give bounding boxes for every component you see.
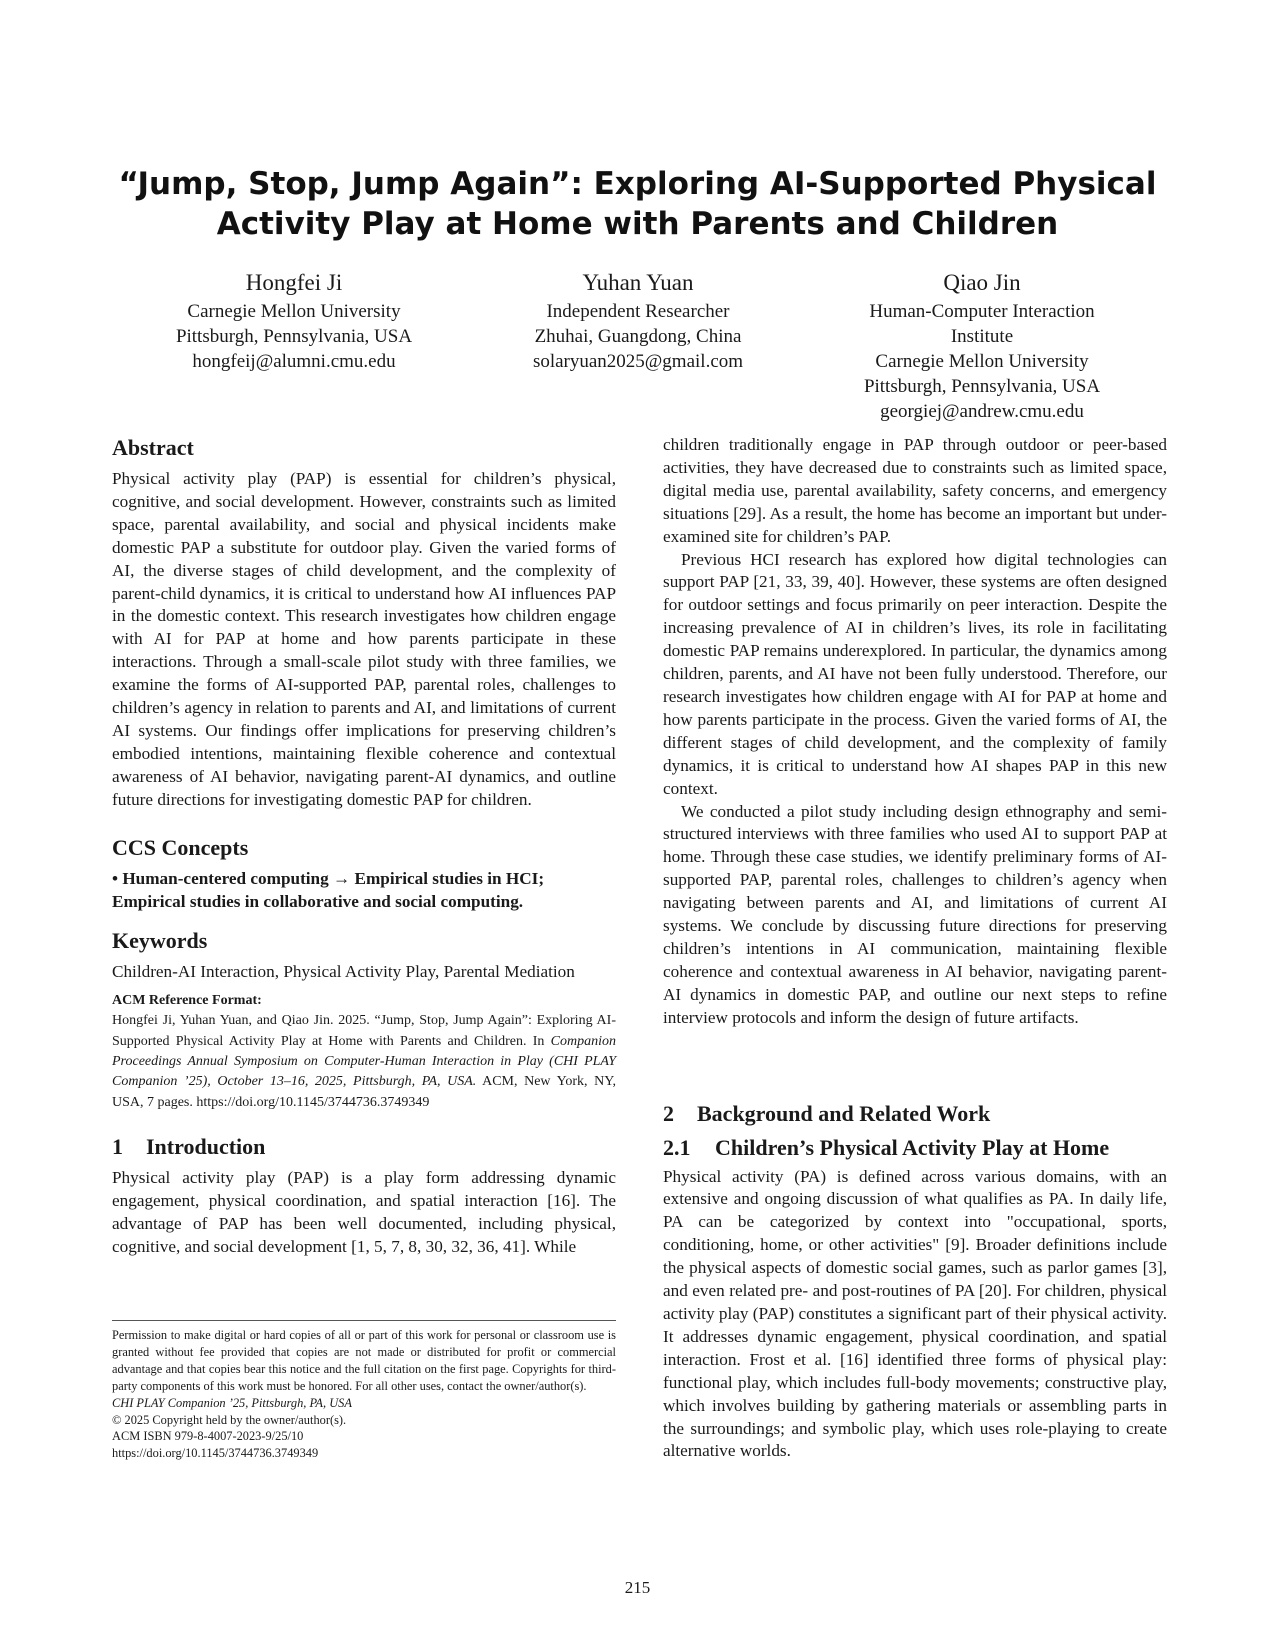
title-line-2: Activity Play at Home with Parents and Children: [216, 206, 1059, 242]
abstract-heading: Abstract: [112, 435, 194, 460]
subsection-2-1-heading: [663, 1134, 1167, 1162]
copyright-footnote: [112, 1320, 616, 1462]
section-number: 2: [663, 1100, 674, 1126]
author-location: Pittsburgh, Pennsylvania, USA: [863, 376, 1101, 397]
intro-paragraph-2: Previous HCI research has explored how digital technologies can support PAP [21, 33, 39, 40]. However, these systems are often designed for outdoor settings and focus primarily on peer interaction. Despite the increasing prevalence of AI in children’s lives, its role in facilitating domestic PAP remains underexplored. In particular, the dynamics among children, parents, and AI have not been fully understood. Therefore, our research investigates how children engage with AI for PAP at home and how parents participate in the process. Given the varied forms of AI, the different stages of child development, and the complexity of family dynamics, it is critical to understand how AI shapes PAP in this new context.: [663, 549, 1167, 798]
section-number: 1: [112, 1133, 123, 1159]
background-paragraph: Physical activity (PA) is defined across various domains, with an extensive and ongoing discussion of what qualifies as PA. In daily life, PA can be categorized by context into "occupational, sports, conditioning, home, or other activities" [9]. Broader definitions include the physical aspects of domestic social games, such as parlor games [3], and even related pre- and post-routines of PA [20]. For children, physical activity play (PAP) constitutes a significant part of their physical activity. It addresses dynamic engagement, physical coordination, and spatial interaction. Frost et al. [16] identified three forms of physical play: functional play, which includes full-body movements; constructive play, which involves building by gathering materials or assembling parts in the surroundings; and symbolic play, which uses role-playing to create alternative worlds.: [663, 1166, 1167, 1461]
subsection-title: Children’s Physical Activity Play at Home: [715, 1134, 1110, 1160]
copyright-line: © 2025 Copyright held by the owner/author(s).: [112, 1412, 347, 1427]
author-block-2: [448, 268, 828, 374]
author-name: Hongfei Ji: [245, 270, 343, 295]
ccs-concepts: • Human-centered computing → Empirical studies in HCI; Empirical studies in collaborative and social computing.: [112, 868, 545, 911]
abstract-text: Physical activity play (PAP) is essential for children’s physical, cognitive, and social development. However, constraints such as limited space, parental availability, and social and physical incidents make domestic PAP a substitute for outdoor play. Given the varied forms of AI, the diverse stages of child development, and the complexity of parent-child dynamics, it is critical to understand how AI influences PAP in the domestic context. This research investigates how children engage with AI for PAP at home and how parents participate in these interactions. Through a small-scale pilot study with three families, we examine the forms of AI-supported PAP, parental roles, challenges to children’s agency in relation to parents and AI, and limitations of current AI systems. Our findings offer implications for preserving children’s embodied intentions, maintaining flexible coherence and contextual awareness of AI behavior, navigating parent-AI dynamics, and outline future directions for investigating domestic PAP for children.: [112, 469, 616, 809]
acm-reference-doi[interactable]: ACM, New York, NY, USA, 7 pages. https://doi.org/10.1145/3744736.3749349: [112, 1074, 616, 1110]
author-location: Zhuhai, Guangdong, China: [534, 326, 742, 347]
author-affiliation: Carnegie Mellon University: [187, 301, 401, 322]
ccs-heading: CCS Concepts: [112, 834, 249, 860]
section-title: Introduction: [146, 1133, 266, 1159]
acm-reference-authors: Hongfei Ji, Yuhan Yuan, and Qiao Jin. 2025. “Jump, Stop, Jump Again”: Exploring AI-Supported Physical Activity Play at Home with Parents and Children. In: [112, 1013, 616, 1049]
paper-title: [110, 164, 1165, 244]
section-title: Background and Related Work: [697, 1100, 991, 1126]
intro-paragraph-1: children traditionally engage in PAP through outdoor or peer-based activities, they have decreased due to constraints such as limited space, digital media use, parental availability, safety concerns, and emergency situations [29]. As a result, the home has become an important but under-examined site for children’s PAP.: [663, 435, 1167, 546]
permission-notice: Permission to make digital or hard copies of all or part of this work for personal or classroom use is granted without fee provided that copies are not made or distributed for profit or commercial advantage and that copies bear this notice and the full citation on the first page. Copyrights for third-party components of this work must be honored. For all other uses, contact the owner/author(s).: [112, 1328, 616, 1393]
author-name: Qiao Jin: [943, 270, 1021, 295]
section-2-heading: [663, 1100, 1167, 1128]
venue-text: CHI PLAY Companion ’25, Pittsburgh, PA, USA: [112, 1395, 352, 1410]
keywords-heading: Keywords: [112, 928, 208, 954]
subsection-number: 2.1: [663, 1134, 691, 1160]
acm-reference-venue: Companion Proceedings Annual Symposium on Computer-Human Interaction in Play (CHI PLAY Companion ’25), October 13–16, 2025, Pittsburgh, PA, USA.: [112, 1033, 616, 1090]
introduction-heading: [112, 1133, 616, 1161]
venue-line: [112, 1395, 616, 1412]
acm-reference-heading: ACM Reference Format:: [112, 993, 262, 1009]
author-affiliation: Human-Computer Interaction: [869, 301, 1095, 322]
author-block-3: [792, 268, 1172, 424]
left-column: [112, 434, 616, 1258]
author-name: Yuhan Yuan: [582, 270, 694, 295]
author-email[interactable]: solaryuan2025@gmail.com: [532, 351, 744, 372]
introduction-text: Physical activity play (PAP) is a play form addressing dynamic engagement, physical coordination, and spatial interaction [16]. The advantage of PAP has been well documented, including physical, cognitive, and social development [1, 5, 7, 8, 30, 32, 36, 41]. While: [112, 1167, 616, 1256]
author-affiliation: Carnegie Mellon University: [875, 351, 1089, 372]
author-affiliation: Institute: [950, 326, 1014, 347]
keywords-text: Children-AI Interaction, Physical Activity Play, Parental Mediation: [112, 962, 575, 982]
acm-reference-text: [112, 1011, 616, 1112]
author-block-1: [104, 268, 484, 374]
author-email[interactable]: georgiej@andrew.cmu.edu: [880, 401, 1084, 422]
doi-link[interactable]: https://doi.org/10.1145/3744736.3749349: [112, 1446, 319, 1461]
title-line-1: “Jump, Stop, Jump Again”: Exploring AI-Supported Physical: [118, 166, 1157, 202]
right-column: [663, 434, 1167, 1463]
author-affiliation: Independent Researcher: [546, 301, 730, 322]
intro-paragraph-3: We conducted a pilot study including design ethnography and semi-structured interviews with three families who used AI to support PAP at home. Through these case studies, we identify preliminary forms of AI-supported PAP, parental roles, challenges to children’s agency when navigating between parents and AI, and limitations of current AI systems. We conclude by discussing future directions for preserving children’s intentions in AI communication, maintaining flexible coherence and contextual awareness in AI behavior, navigating parent-AI dynamics in domestic PAP, and outline our next steps to refine interview protocols and inform the design of future artifacts.: [663, 801, 1167, 1027]
isbn-line: ACM ISBN 979-8-4007-2023-9/25/10: [112, 1429, 304, 1444]
author-email[interactable]: hongfeij@alumni.cmu.edu: [192, 351, 396, 372]
page-number: 215: [624, 1578, 651, 1597]
author-location: Pittsburgh, Pennsylvania, USA: [175, 326, 413, 347]
